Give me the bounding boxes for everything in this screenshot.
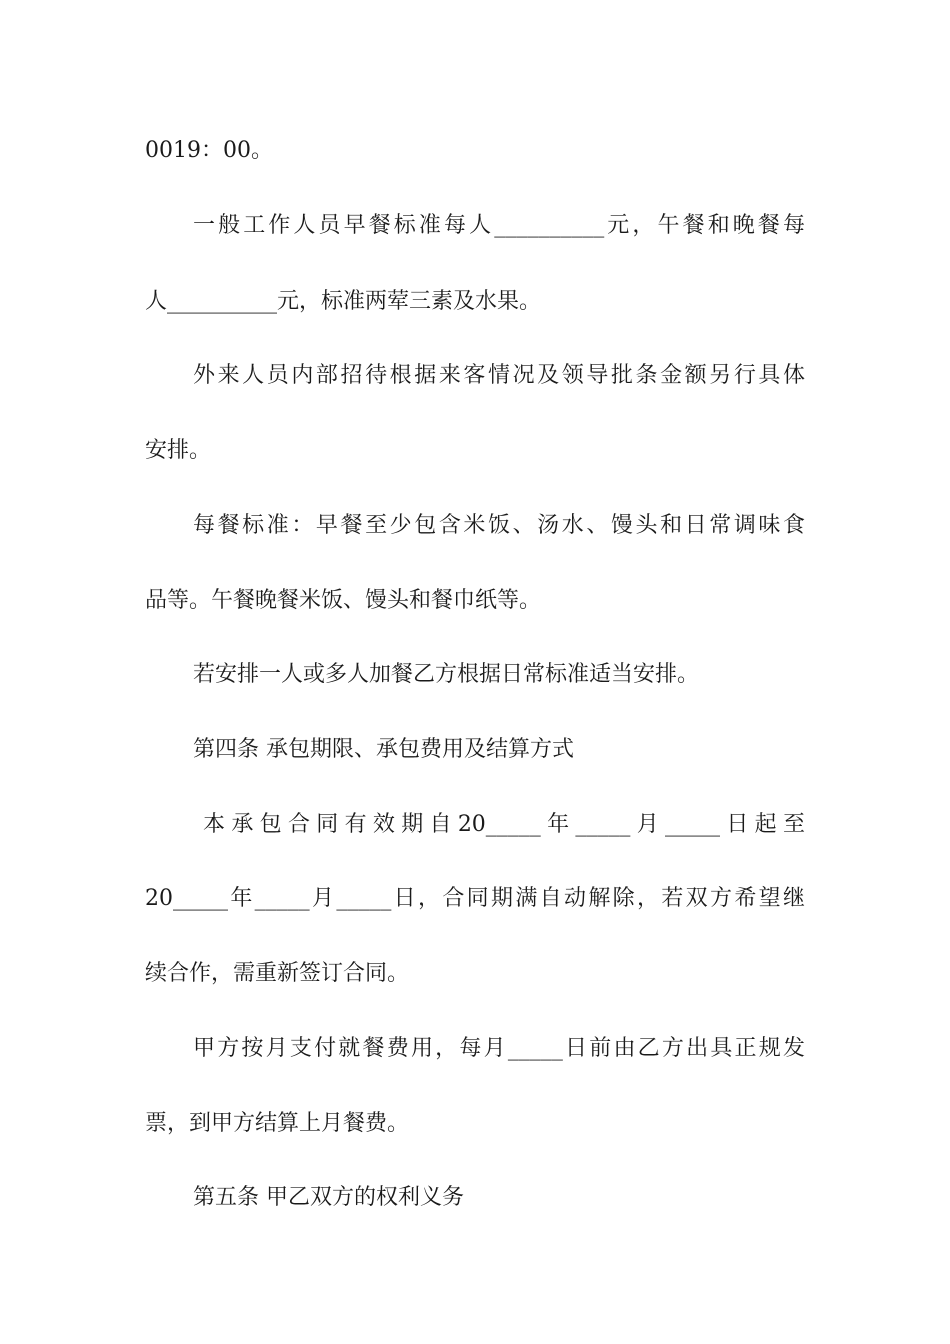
text-line: 甲方按月支付就餐费用，每月_____日前由乙方出具正规发 [193, 1036, 805, 1061]
text-line: 20_____年_____月_____日，合同期满自动解除，若双方希望继 [145, 886, 805, 911]
text-line: 外来人员内部招待根据来客情况及领导批条金额另行具体 [193, 363, 805, 388]
text-line: 票，到甲方结算上月餐费。 [145, 1111, 410, 1136]
text-line: 每餐标准：早餐至少包含米饭、汤水、馒头和日常调味食 [193, 513, 805, 538]
section-heading: 第四条 承包期限、承包费用及结算方式 [193, 737, 574, 762]
text-line: 若安排一人或多人加餐乙方根据日常标准适当安排。 [193, 662, 700, 687]
section-heading: 第五条 甲乙双方的权利义务 [193, 1185, 464, 1210]
text-line: 人__________元，标准两荤三素及水果。 [145, 289, 542, 314]
text-line: 品等。午餐晚餐米饭、馒头和餐巾纸等。 [145, 588, 542, 613]
text-line: 安排。 [145, 438, 212, 463]
text-line: 0019：00。 [145, 138, 273, 163]
text-line: 一般工作人员早餐标准每人__________元，午餐和晚餐每 [193, 213, 805, 238]
text-line: 续合作，需重新签订合同。 [145, 961, 410, 986]
text-line: 本承包合同有效期自20_____年_____月_____日起至 [203, 812, 805, 837]
